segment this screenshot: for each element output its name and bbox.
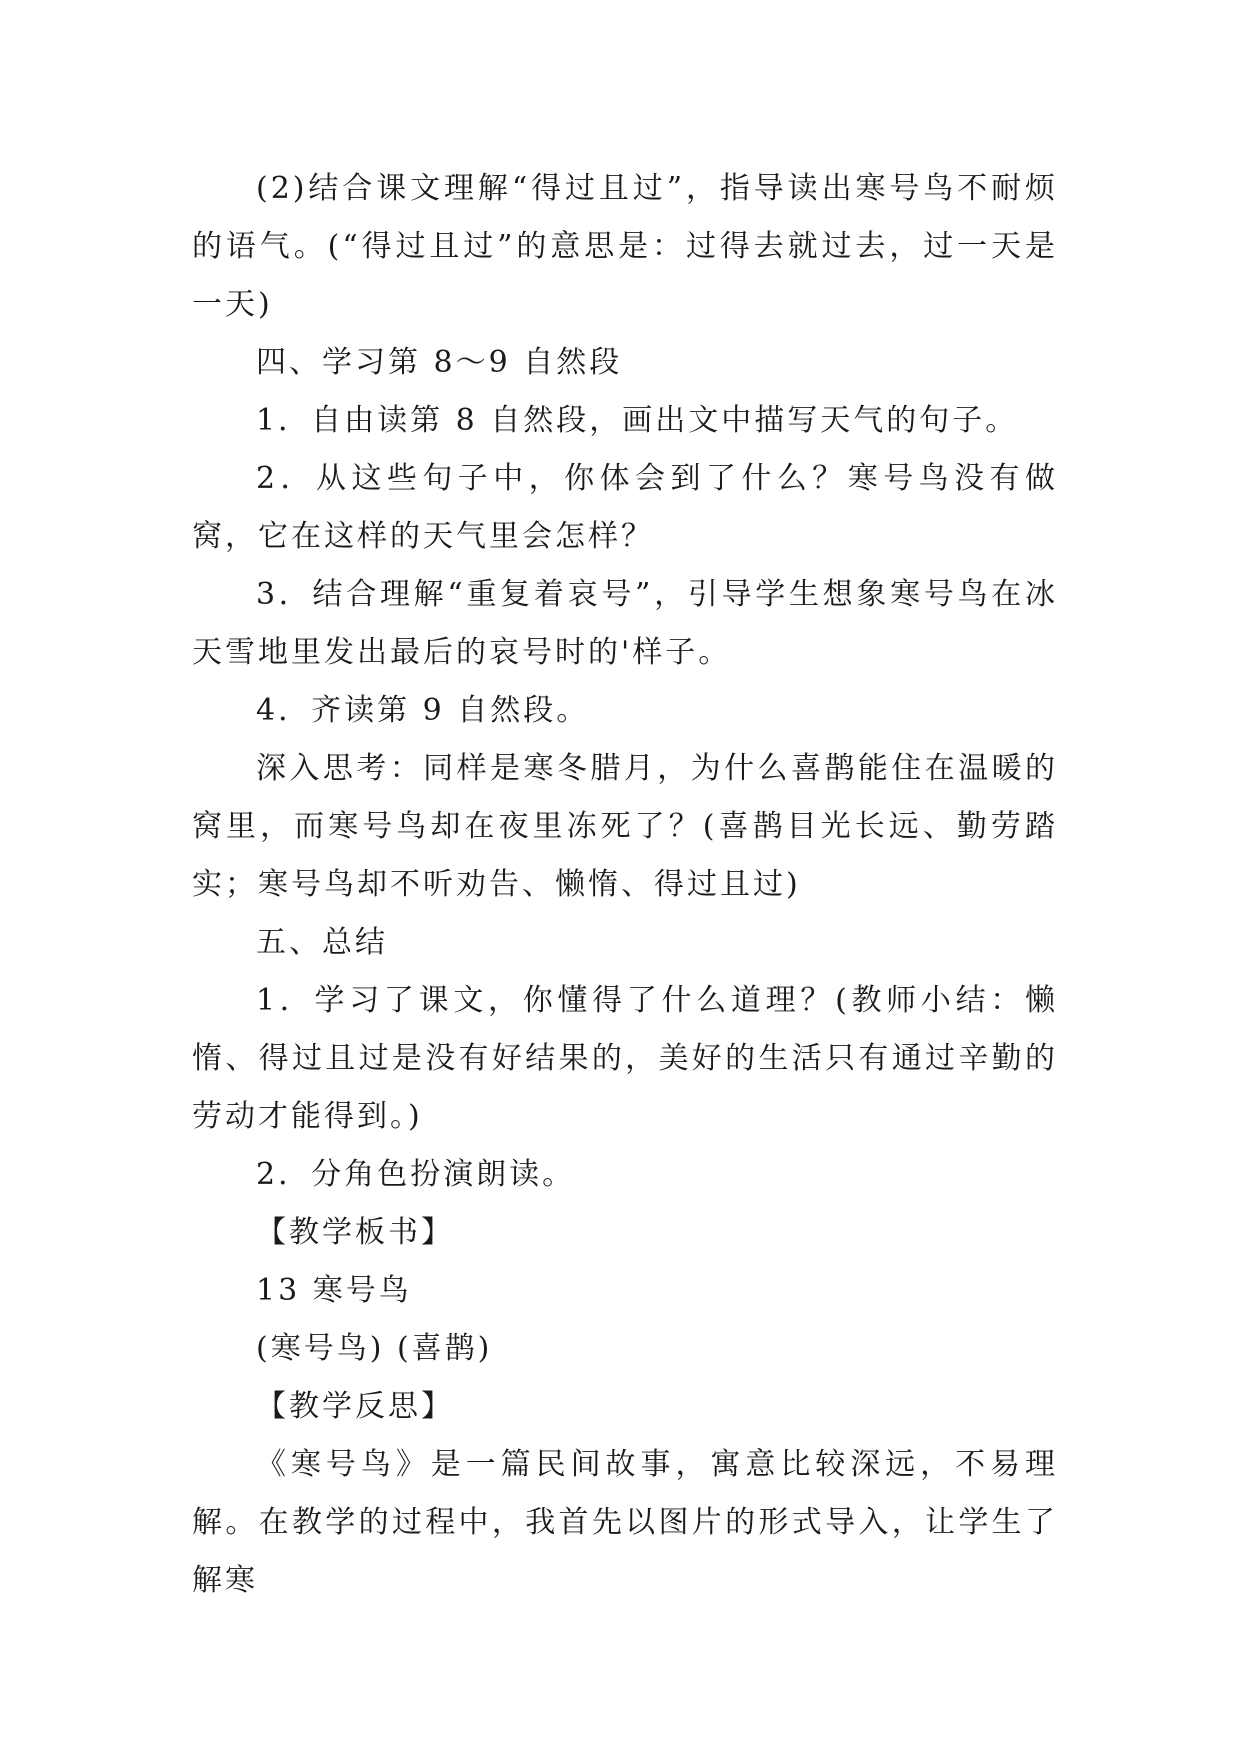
paragraph-reflection: 《寒号鸟》是一篇民间故事，寓意比较深远，不易理解。在教学的过程中，我首先以图片的形式导入，让学生了解寒 bbox=[192, 1447, 1058, 1598]
board-title: 13 寒号鸟 bbox=[256, 1273, 412, 1308]
board-characters: (寒号鸟) (喜鹊) bbox=[256, 1331, 493, 1366]
paragraph-deep-thinking: 深入思考：同样是寒冬腊月，为什么喜鹊能住在温暖的窝里，而寒号鸟却在夜里冻死了？(喜鹊目光长远、勤劳踏实；寒号鸟却不听劝告、懒惰、得过且过) bbox=[192, 751, 1058, 902]
section-heading-five: 五、总结 bbox=[256, 925, 388, 960]
paragraph-summary-1: 1．学习了课文，你懂得了什么道理？(教师小结：懒惰、得过且过是没有好结果的，美好的生活只有通过辛勤的劳动才能得到。) bbox=[192, 983, 1058, 1134]
paragraph-step-3: 3．结合理解“重复着哀号”，引导学生想象寒号鸟在冰天雪地里发出最后的哀号时的'样子。 bbox=[192, 577, 1058, 670]
heading-teaching-reflection: 【教学反思】 bbox=[256, 1389, 454, 1424]
paragraph-step-4: 4．齐读第 9 自然段。 bbox=[256, 693, 590, 728]
section-heading-four: 四、学习第 8～9 自然段 bbox=[256, 345, 623, 380]
paragraph-step-2: 2．从这些句子中，你体会到了什么？寒号鸟没有做窝，它在这样的天气里会怎样？ bbox=[192, 461, 1058, 554]
heading-board-writing: 【教学板书】 bbox=[256, 1215, 454, 1250]
paragraph-intro-comprehension: (2)结合课文理解“得过且过”，指导读出寒号鸟不耐烦的语气。(“得过且过”的意思是：过得去就过去，过一天是一天) bbox=[192, 171, 1058, 322]
paragraph-summary-2: 2．分角色扮演朗读。 bbox=[256, 1157, 576, 1192]
paragraph-step-1: 1．自由读第 8 自然段，画出文中描写天气的句子。 bbox=[256, 403, 1019, 438]
document-body bbox=[192, 160, 1058, 1610]
